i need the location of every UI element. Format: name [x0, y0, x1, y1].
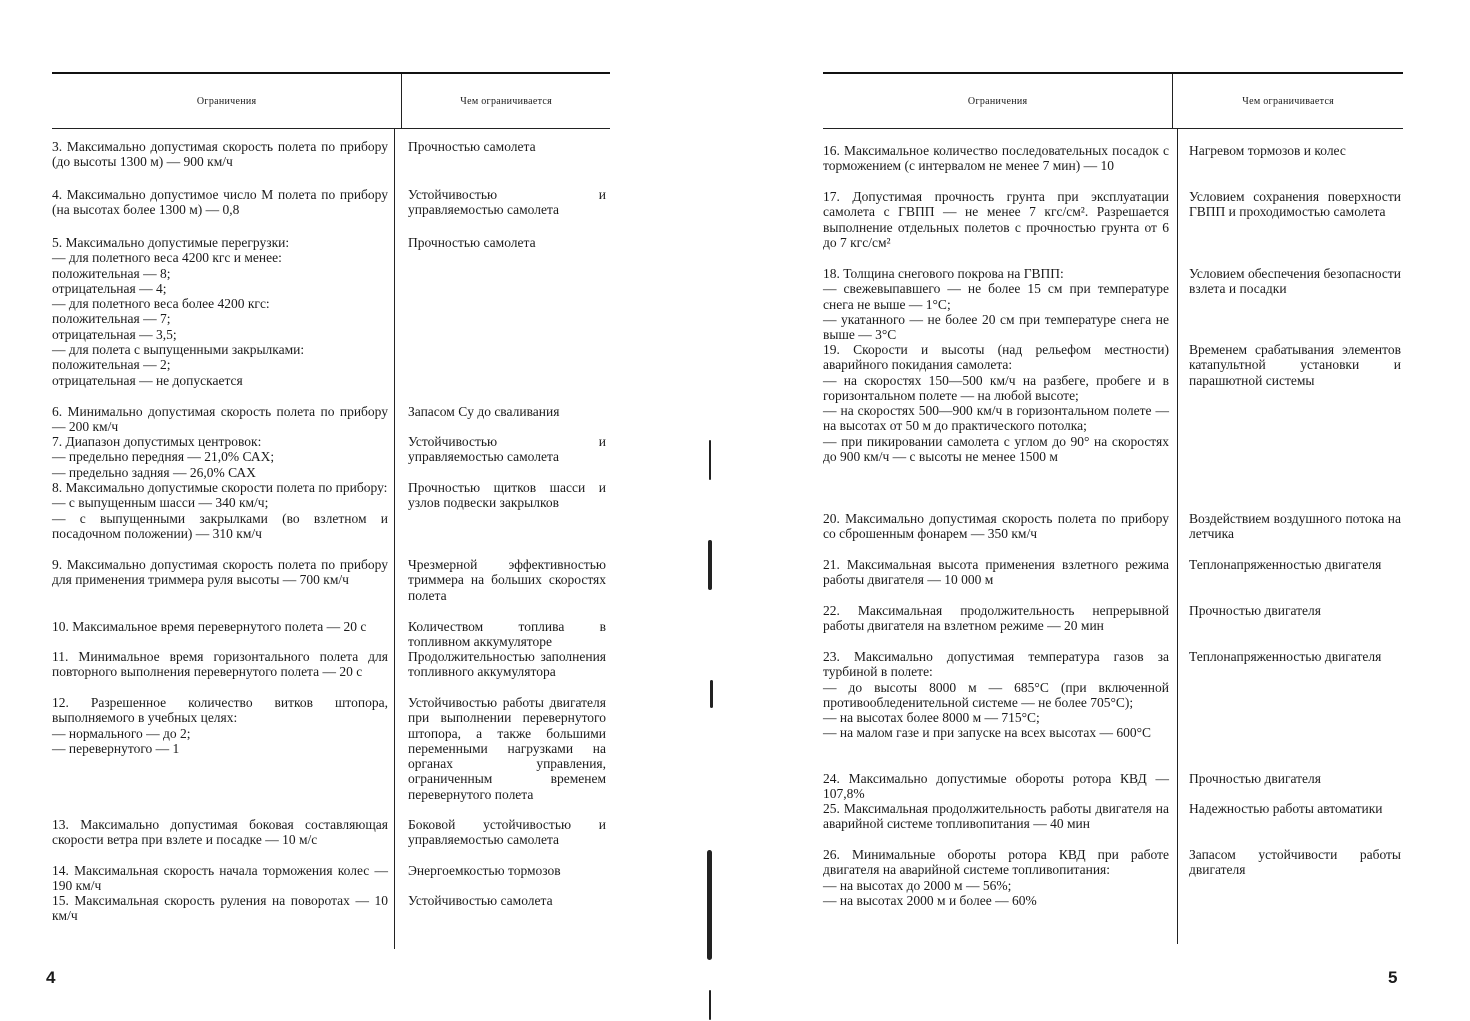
header-limits: Ограничения: [823, 74, 1173, 128]
limit-text: 12. Разрешенное количество витков штопора, выполняемого в учебных целях: — нормального — до 2; — перевернутого — 1: [52, 695, 388, 756]
header-limits: Ограничения: [52, 74, 402, 128]
limit-text: 23. Максимально допустимая температура газов за турбиной в полете: — до высоты 8000 м — 685°С (при включенной противообледенительной системе — не более 705°С); — на высотах более 8000 м — 715°С; — на малом газе и при запуске на всех высотах — 600°С: [823, 649, 1169, 741]
limit-text: 3. Максимально допустимая скорость полета по прибору (до высоты 1300 м) — 900 км/ч: [52, 139, 388, 170]
limits-table-left: [52, 72, 610, 924]
reason-text: Чрезмерной эффективностью триммера на больших скоростях полета: [408, 557, 606, 603]
reason-text: Прочностью самолета: [408, 235, 536, 250]
reason-text: Прочностью двигателя: [1189, 771, 1321, 786]
limit-text: 8. Максимально допустимые скорости полета по прибору: — с выпущенным шасси — 340 км/ч; — с выпущенными закрылками (во взлетном и посадочном положении) — 310 км/ч: [52, 480, 388, 541]
limits-table-right: [823, 72, 1403, 908]
limit-text: 22. Максимальная продолжительность непрерывной работы двигателя на взлетном режиме — 20 мин: [823, 603, 1169, 634]
limit-text: 13. Максимально допустимая боковая составляющая скорости ветра при взлете и посадке — 10 м/с: [52, 817, 388, 848]
reason-text: Количеством топлива в топливном аккумуляторе: [408, 619, 606, 650]
column-divider: [394, 129, 395, 949]
reason-text: Теплонапряженностью двигателя: [1189, 557, 1382, 572]
limit-text: 19. Скорости и высоты (над рельефом местности) аварийного покидания самолета: — на скоростях 150—500 км/ч на разбеге, пробеге и в горизонтальном полете — на любой высоте; — на скоростях 500—900 км/ч в горизонтальном полете — на высотах от 50 м до практического потолка; — при пикировании самолета с углом до 90° на скоростях до 900 км/ч — с высоты не менее 1500 м: [823, 342, 1169, 465]
reason-text: Устойчивостью работы двигателя при выполнении перевернутого штопора, а также большими переменными нагрузками на органах управления, ограниченным временем перевернутого полета: [408, 695, 606, 802]
reason-text: Прочностью щитков шасси и узлов подвески закрылков: [408, 480, 606, 511]
table-header: [52, 74, 610, 129]
reason-text: Боковой устойчивостью и управляемостью самолета: [408, 817, 606, 848]
table-header: [823, 74, 1403, 129]
reason-text: Условием сохранения поверхности ГВПП и проходимостью самолета: [1189, 189, 1401, 220]
reason-text: Устойчивостью и управляемостью самолета: [408, 187, 606, 218]
reason-text: Прочностью двигателя: [1189, 603, 1321, 618]
reason-text: Нагревом тормозов и колес: [1189, 143, 1346, 158]
reason-text: Условием обеспечения безопасности взлета и посадки: [1189, 266, 1401, 297]
limit-text: 7. Диапазон допустимых центровок: — предельно передняя — 21,0% САХ; — предельно задняя — 26,0% САХ: [52, 434, 275, 480]
limit-text: 5. Максимально допустимые перегрузки: — для полетного веса 4200 кгс и менее: положительная — 8; отрицательная — 4; — для полетного веса более 4200 кгс: положительная — 7; отрицательная — 3,5; — для полета с выпущенными закрылками: положительная — 2; отрицательная — не допускается: [52, 235, 305, 388]
reason-text: Энергоемкостью тормозов: [408, 863, 561, 878]
right-page: [735, 0, 1470, 1021]
limit-text: 25. Максимальная продолжительность работы двигателя на аварийной системе топливопитания — 40 мин: [823, 801, 1169, 832]
limit-text: 15. Максимальная скорость руления на поворотах — 10 км/ч: [52, 893, 388, 924]
limit-text: 26. Минимальные обороты ротора КВД при работе двигателя на аварийной системе топливопитания: — на высотах до 2000 м — 56%; — на высотах 2000 м и более — 60%: [823, 847, 1169, 908]
limit-text: 24. Максимально допустимые обороты ротора КВД — 107,8%: [823, 771, 1169, 802]
page-number: 5: [1388, 968, 1398, 987]
reason-text: Теплонапряженностью двигателя: [1189, 649, 1382, 664]
reason-text: Устойчивостью самолета: [408, 893, 553, 908]
reason-text: Прочностью самолета: [408, 139, 536, 154]
reason-text: Надежностью работы автоматики: [1189, 801, 1383, 816]
limit-text: 16. Максимальное количество последовательных посадок с торможением (с интервалом не менее 7 мин) — 10: [823, 143, 1169, 174]
page-number: 4: [46, 968, 56, 987]
header-reason: Чем ограничивается: [460, 95, 553, 107]
limit-text: 11. Минимальное время горизонтального полета для повторного выполнения перевернутого полета — 20 с: [52, 649, 388, 680]
column-divider: [1177, 129, 1178, 944]
limit-text: 6. Минимально допустимая скорость полета по прибору — 200 км/ч: [52, 404, 388, 435]
limit-text: 21. Максимальная высота применения взлетного режима работы двигателя — 10 000 м: [823, 557, 1169, 588]
reason-text: Временем срабатывания элементов катапультной установки и парашютной системы: [1189, 342, 1401, 388]
limit-text: 9. Максимально допустимая скорость полета по прибору для применения триммера руля высоты — 700 км/ч: [52, 557, 388, 588]
limit-text: 14. Максимальная скорость начала торможения колес — 190 км/ч: [52, 863, 388, 894]
reason-text: Запасом Cy до сваливания: [408, 404, 560, 419]
reason-text: Продолжительностью заполнения топливного аккумулятора: [408, 649, 606, 680]
reason-text: Запасом устойчивости работы двигателя: [1189, 847, 1401, 878]
limit-text: 18. Толщина снегового покрова на ГВПП: — свежевыпавшего — не более 15 см при температуре снега не выше — 1°С; — укатанного — не более 20 см при температуре снега не выше — 3°С: [823, 266, 1169, 343]
book-spine-marks: [700, 440, 720, 1021]
limit-text: 17. Допустимая прочность грунта при эксплуатации самолета с ГВПП — не менее 7 кгс/см². Разрешается выполнение отдельных полетов с прочностью грунта от 6 до 7 кгс/см²: [823, 189, 1169, 250]
reason-text: Воздействием воздушного потока на летчика: [1189, 511, 1401, 542]
reason-text: Устойчивостью и управляемостью самолета: [408, 434, 606, 465]
header-reason: Чем ограничивается: [1242, 95, 1335, 107]
limit-text: 4. Максимально допустимое число М полета по прибору (на высотах более 1300 м) — 0,8: [52, 187, 388, 218]
limit-text: 20. Максимально допустимая скорость полета по прибору со сброшенным фонарем — 350 км/ч: [823, 511, 1169, 542]
limit-text: 10. Максимальное время перевернутого полета — 20 с: [52, 619, 367, 634]
